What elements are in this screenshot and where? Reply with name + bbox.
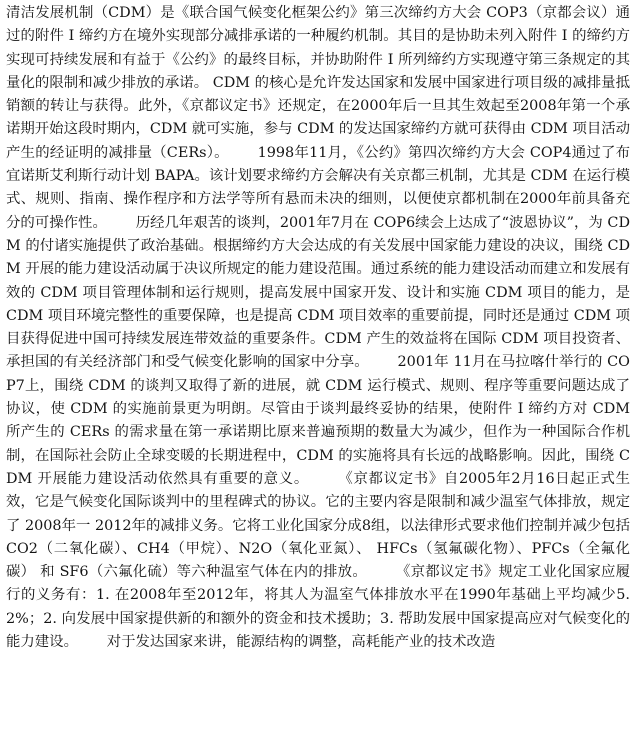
- text-segment-obligations: 《京都议定书》规定工业化国家应履行的义务有：1. 在2008年至2012年，将其人为温室气体排放水平在1990年基础上平均减少5.2%；2. 向发展中国家提供新的和额外的资金和技术援助；3. 帮助发展中国家提高应对气候变化的能力建设。: [6, 564, 630, 651]
- text-segment-cop4-bapa: 1998年11月，《公约》第四次缔约方大会 COP4通过了布宜诺斯艾利斯行动计划 BAPA。该计划要求缔约方会解决有关京都三机制，尤其是 CDM 在运行模式、规则、指南、操作程序和方法学等所有悬而未决的细则，以便使京都机制在2000年前具备充分的可操作性。: [6, 144, 630, 231]
- text-segment-cop7-marrakech: 2001年 11月在马拉喀什举行的 COP7上，围绕 CDM 的谈判又取得了新的进展，就 CDM 运行模式、规则、程序等重要问题达成了协议，使 CDM 的实施前景更为明朗。尽管由于谈判最终妥协的结果，使附件 I 缔约方对 CDM 所产生的 CERs 的需求量在第一承诺期比原来普遍预期的数量大为减少，但作为一种国际合作机制，在国际社会防止全球变暖的长期进程中，CDM 的实施将具有长远的战略影响。因此，围绕 CDM 开展能力建设活动依然具有重要的意义。: [6, 354, 630, 487]
- text-segment-bonn-agreement: 历经几年艰苦的谈判，2001年7月在 COP6续会上达成了“波恩协议”，为 CDM 的付诸实施提供了政治基础。根据缔约方大会达成的有关发展中国家能力建设的决议，围绕 CDM 开展的能力建设活动属于决议所规定的能力建设范围。通过系统的能力建设活动而建立和发展有效的 CDM 项目管理体制和运行规则，提高发展中国家开发、设计和实施 CDM 项目的能力，是 CDM 项目环境完整性的重要保障，也是提高 CDM 项目效率的重要前提，同时还是通过 CDM 项目获得促进中国可持续发展连带效益的重要条件。CDM 产生的效益将在国际 CDM 项目投资者、承担国的有关经济部门和受气候变化影响的国家中分享。: [6, 214, 631, 371]
- body-paragraph: [6, 2, 630, 654]
- text-segment-developed-countries: 对于发达国家来讲，能源结构的调整，高耗能产业的技术改造: [106, 634, 496, 651]
- text-segment-kyoto-effective: 《京都议定书》自2005年2月16日起正式生效，它是气候变化国际谈判中的里程碑式的协议。它的主要内容是限制和减少温室气体排放，规定了 2008年一 2012年的减排义务。它将工业化国家分成8组，以法律形式要求他们控制并减少包括 CO2（二氧化碳）、CH4（甲烷）、N2O（氧化亚氮）、 HFCs（氢氟碳化物）、PFCs（全氟化碳） 和 SF6（六氟化硫）等六种温室气体在内的排放。: [6, 470, 631, 581]
- text-segment-cdm-definition: 清洁发展机制（CDM）是《联合国气候变化框架公约》第三次缔约方大会 COP3（京都会议）通过的附件 I 缔约方在境外实现部分减排承诺的一种履约机制。其目的是协助未列入附件 I 的缔约方实现可持续发展和有益于《公约》的最终目标，并协助附件 I 所列缔约方实现遵守第三条规定的其量化的限制和减少排放的承诺。 CDM 的核心是允许发达国家和发展中国家进行项目级的减排量抵销额的转让与获得。此外，《京都议定书》还规定，在2000年后一旦其生效起至2008年第一个承诺期开始这段时期内，CDM 就可实施，参与 CDM 的发达国家缔约方就可获得由 CDM 项目活动产生的经证明的减排量（CERs）。: [6, 5, 631, 161]
